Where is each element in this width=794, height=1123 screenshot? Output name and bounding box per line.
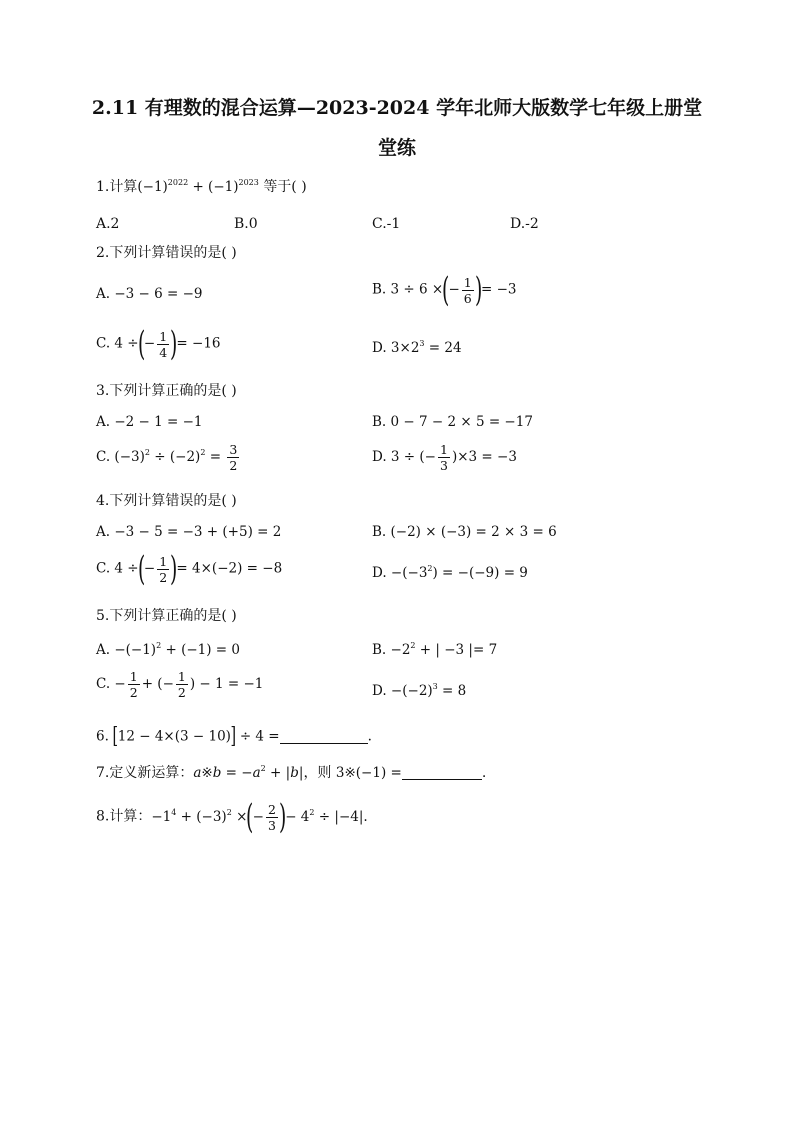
question-3-stem: 3.下列计算正确的是( ) — [96, 383, 237, 399]
question-6: 6. [12 − 4×(3 − 10)] ÷ 4 = . — [96, 724, 372, 749]
page-title: 2.11 有理数的混合运算—2023-2024 学年北师大版数学七年级上册堂 — [91, 97, 703, 119]
question-3-option-a[interactable]: A. −2 − 1 = −1 — [96, 414, 203, 430]
question-6-answer-blank[interactable] — [280, 729, 368, 744]
question-1-suffix: 等于( ) — [263, 179, 307, 195]
question-2-option-d[interactable]: D. $3\times 2^3 = 24$ — [372, 339, 462, 356]
question-4-option-b[interactable]: B. (−2) × (−3) = 2 × 3 = 6 — [372, 524, 557, 540]
question-5-option-d[interactable]: D. $-(-2)^3 = 8$ — [372, 682, 467, 699]
question-4-option-d[interactable]: D. $-(-3^2) = -(-9) = 9$ — [372, 564, 528, 581]
question-3-option-b[interactable]: B. 0 − 7 − 2 × 5 = −17 — [372, 414, 533, 430]
question-1-prefix: 1.计算 — [96, 179, 138, 195]
question-8: 8.计算：$-1^4 + (-3)^2$ ×(− $\frac{2}{3}$ )− $4^2 \div |-4|$. — [96, 797, 368, 837]
page-title-continued: 堂练 — [377, 137, 416, 159]
question-1-stem — [96, 178, 307, 196]
question-4-option-a[interactable]: A. −3 − 5 = −3 + (+5) = 2 — [96, 524, 282, 540]
question-1-option-a[interactable]: A.2 — [96, 216, 120, 232]
question-1-option-d[interactable]: D.-2 — [510, 216, 539, 232]
question-5-option-c[interactable]: C. − $\frac{1}{2}$ + (− $\frac{1}{2}$ ) − 1 = −1 — [96, 669, 264, 700]
question-2-option-a[interactable]: A. −3 − 6 = −9 — [96, 286, 203, 302]
question-5-option-a[interactable]: A. $-(-1)^2 + (-1) = 0$ — [96, 641, 240, 658]
question-4-stem: 4.下列计算错误的是( ) — [96, 493, 237, 509]
question-2-option-c[interactable]: C. 4 ÷(− $\frac{1}{4}$ )= −16 — [96, 324, 221, 364]
question-7-answer-blank[interactable] — [402, 765, 482, 780]
question-1-option-b[interactable]: B.0 — [234, 216, 258, 232]
question-5-option-b[interactable]: B. $-2^2$ + | −3 |= 7 — [372, 641, 498, 658]
question-2-option-b[interactable]: B. 3 ÷ 6 ×(− $\frac{1}{6}$ )= −3 — [372, 270, 517, 310]
question-5-stem: 5.下列计算正确的是( ) — [96, 608, 237, 624]
question-1-expression: $(-1)^{2022} + (-1)^{2023}$ — [137, 178, 259, 195]
question-7: 7.定义新运算：a※b = $-a^2 + |b|$，则 3※(−1) = . — [96, 764, 487, 781]
question-1-option-c[interactable]: C.-1 — [372, 216, 401, 232]
question-3-option-c[interactable]: C. $(-3)^2 \div (-2)^2$ = $\frac{3}{2}$ — [96, 442, 238, 473]
question-4-option-c[interactable]: C. 4 ÷(− $\frac{1}{2}$ )= 4×(−2) = −8 — [96, 549, 283, 589]
question-2-stem: 2.下列计算错误的是( ) — [96, 245, 237, 261]
question-3-option-d[interactable]: D. 3 ÷ (− $\frac{1}{3}$ )×3 = −3 — [372, 442, 517, 473]
